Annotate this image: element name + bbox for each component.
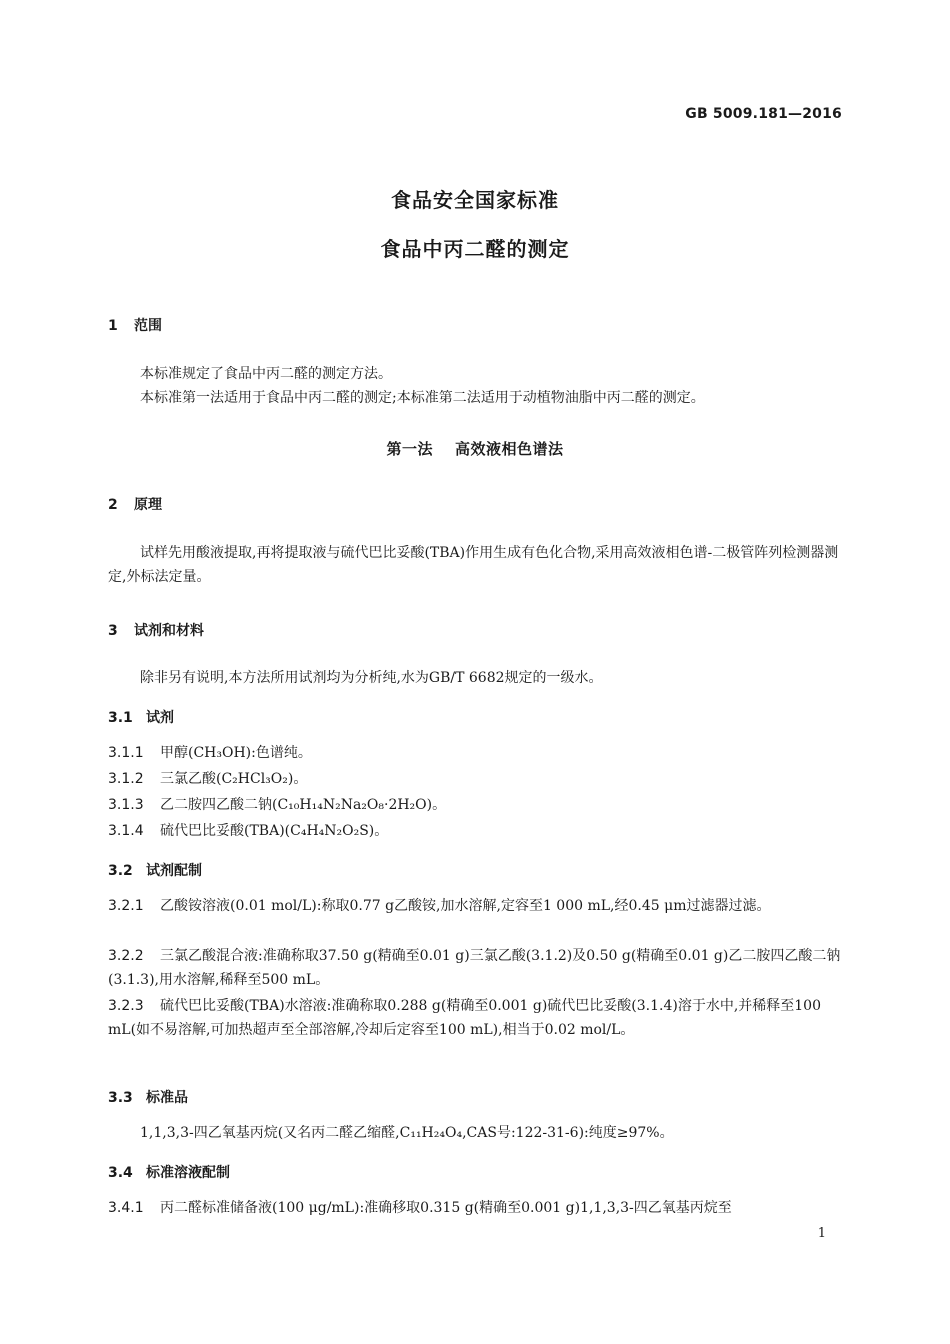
list-item (108, 741, 844, 765)
section-number: 2 (108, 497, 118, 513)
list-item (108, 819, 844, 843)
item-text: 硫代巴比妥酸(TBA)(C₄H₄N₂O₂S)。 (160, 823, 389, 839)
subsection-number: 3.3 (108, 1090, 133, 1106)
page-number: 1 (817, 1226, 826, 1241)
paragraph: 本标准第一法适用于食品中丙二醛的测定;本标准第二法适用于动植物油脂中丙二醛的测定。 (140, 390, 705, 406)
section-number: 3 (108, 623, 118, 639)
subsection-title: 标准溶液配制 (146, 1165, 230, 1181)
section-3-heading (108, 620, 204, 640)
method-heading (0, 438, 950, 459)
item-number: 3.1.1 (108, 745, 144, 761)
list-item (108, 793, 844, 817)
section-1-heading (108, 315, 162, 335)
standard-number (685, 106, 842, 122)
item-text: 丙二醛标准储备液(100 μg/mL):准确移取0.315 g(精确至0.001 g)1,1,3,3-四乙氧基丙烷至 (160, 1200, 732, 1216)
document-title: 食品中丙二醛的测定 (380, 237, 570, 261)
subsection-3-3-heading (108, 1087, 188, 1107)
item-text: 乙二胺四乙酸二钠(C₁₀H₁₄N₂Na₂O₈·2H₂O)。 (160, 797, 447, 813)
subsection-number: 3.4 (108, 1165, 133, 1181)
subsection-3-2-heading (108, 860, 202, 880)
paragraph: 1,1,3,3-四乙氧基丙烷(又名丙二醛乙缩醛,C₁₁H₂₄O₄,CAS号:122-31-6):纯度≥97%。 (140, 1125, 674, 1141)
item-number: 3.1.3 (108, 797, 144, 813)
item-number: 3.2.3 (108, 998, 144, 1014)
item-number: 3.2.2 (108, 948, 144, 964)
subsection-title: 试剂配制 (146, 863, 202, 879)
section-title: 范围 (134, 318, 162, 334)
list-item (108, 894, 844, 918)
section-2-heading (108, 494, 162, 514)
subsection-number: 3.2 (108, 863, 133, 879)
item-text: 硫代巴比妥酸(TBA)水溶液:准确称取0.288 g(精确至0.001 g)硫代巴比妥酸(3.1.4)溶于水中,并稀释至100 mL(如不易溶解,可加热超声至全部溶解,冷却后定容至100 mL),相当于0.02 mol/L。 (108, 998, 821, 1038)
subsection-number: 3.1 (108, 710, 133, 726)
paragraph: 除非另有说明,本方法所用试剂均为分析纯,水为GB/T 6682规定的一级水。 (140, 670, 603, 686)
item-text: 乙酸铵溶液(0.01 mol/L):称取0.77 g乙酸铵,加水溶解,定容至1 000 mL,经0.45 μm过滤器过滤。 (160, 898, 771, 914)
item-number: 3.4.1 (108, 1200, 144, 1216)
item-text: 甲醇(CH₃OH):色谱纯。 (160, 745, 312, 761)
paragraph: 试样先用酸液提取,再将提取液与硫代巴比妥酸(TBA)作用生成有色化合物,采用高效液相色谱-二极管阵列检测器测定,外标法定量。 (108, 545, 839, 585)
list-item (108, 767, 844, 791)
subsection-title: 试剂 (146, 710, 174, 726)
item-text: 三氯乙酸(C₂HCl₃O₂)。 (160, 771, 308, 787)
item-number: 3.1.4 (108, 823, 144, 839)
standard-code: 5009.181—2016 (712, 106, 842, 122)
item-text: 三氯乙酸混合液:准确称取37.50 g(精确至0.01 g)三氯乙酸(3.1.2)及0.50 g(精确至0.01 g)乙二胺四乙酸二钠(3.1.3),用水溶解,稀释至500 mL。 (108, 948, 841, 988)
main-title: 食品安全国家标准 (391, 188, 559, 212)
subsection-3-1-heading (108, 707, 174, 727)
subsection-title: 标准品 (146, 1090, 188, 1106)
method-name: 第一法 (386, 440, 433, 458)
standard-prefix: GB (685, 106, 708, 122)
method-title: 高效液相色谱法 (455, 440, 564, 458)
subsection-3-4-heading (108, 1162, 230, 1182)
list-item (108, 1196, 844, 1220)
item-number: 3.1.2 (108, 771, 144, 787)
section-number: 1 (108, 318, 118, 334)
paragraph: 本标准规定了食品中丙二醛的测定方法。 (140, 366, 392, 382)
section-title: 原理 (134, 497, 162, 513)
section-title: 试剂和材料 (134, 623, 204, 639)
list-item (108, 944, 844, 992)
list-item (108, 994, 844, 1042)
item-number: 3.2.1 (108, 898, 144, 914)
